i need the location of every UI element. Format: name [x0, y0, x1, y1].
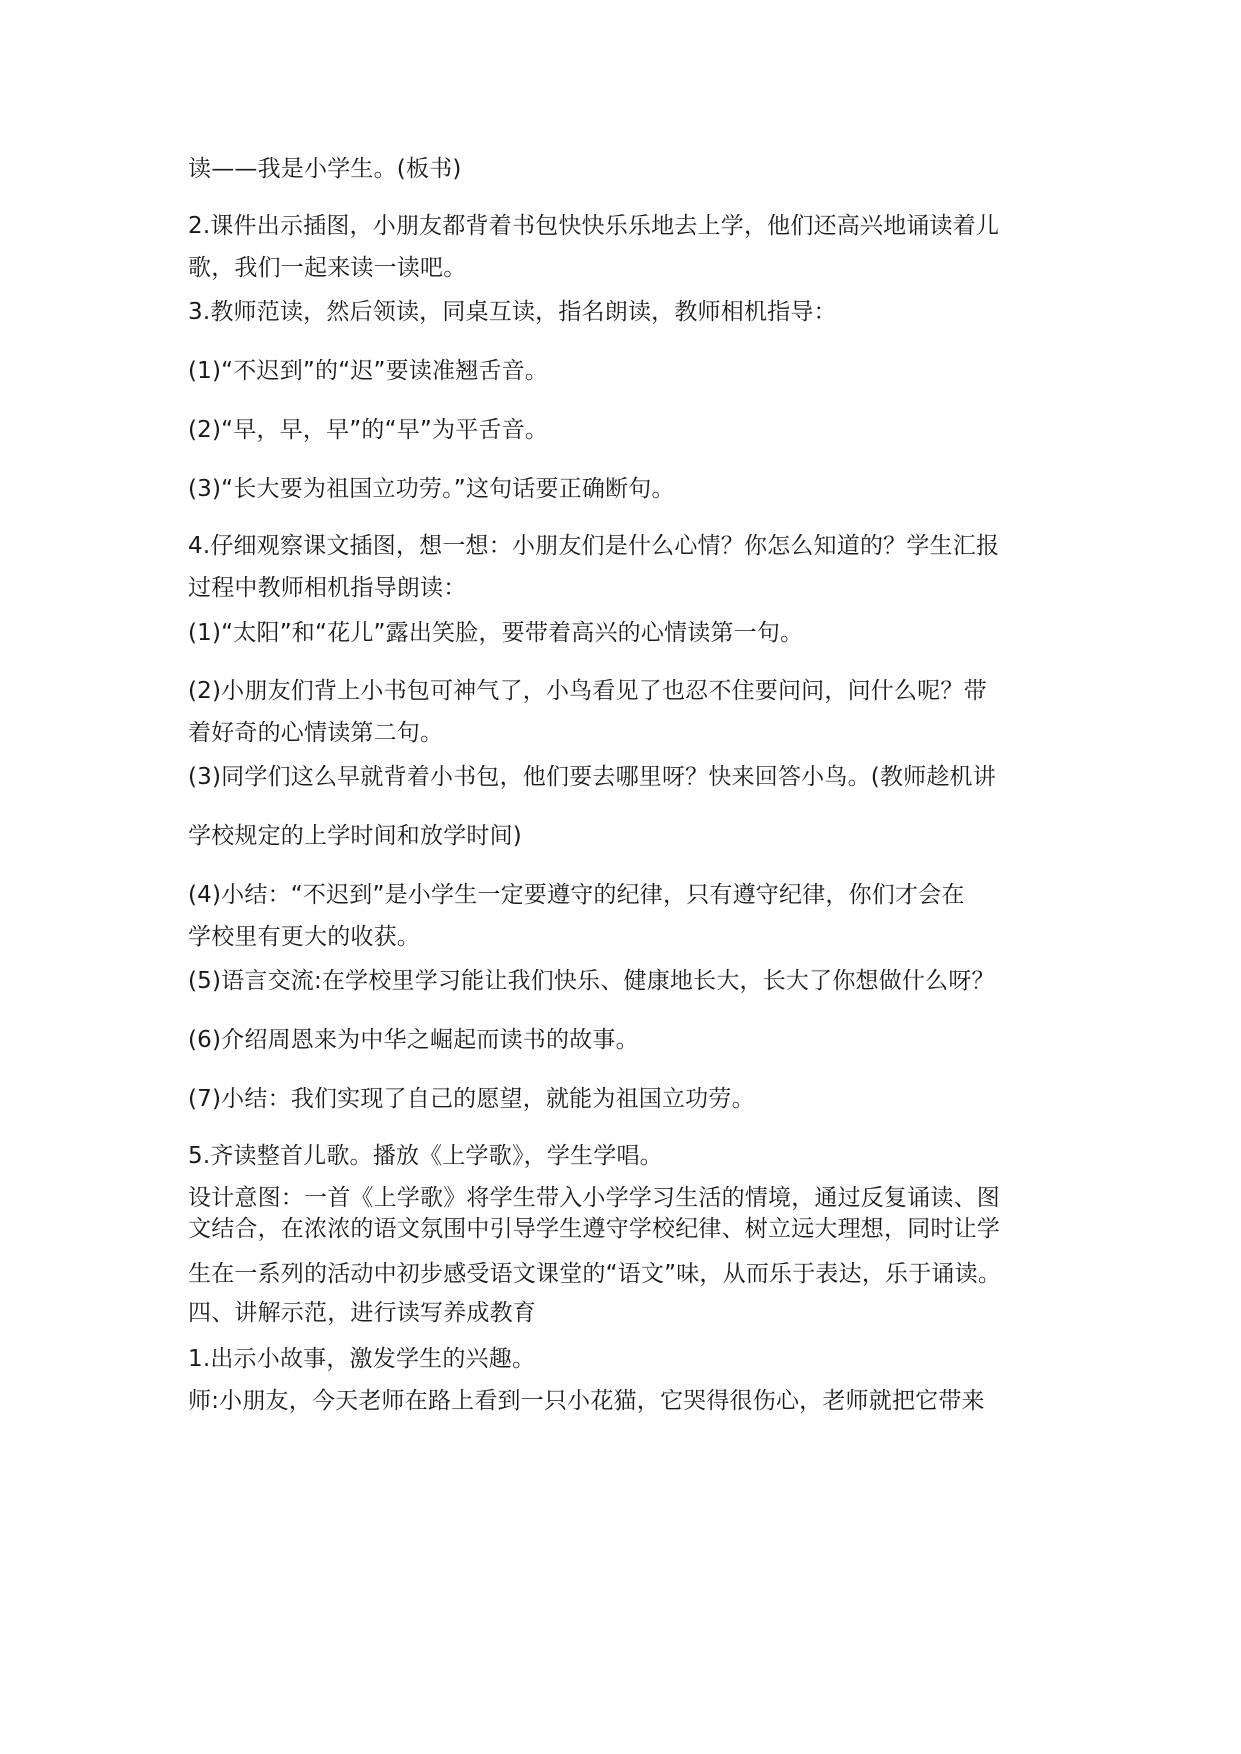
text-line: (2)小朋友们背上小书包可神气了，小鸟看见了也忍不住要问问，问什么呢？带: [188, 678, 987, 704]
text-line: 生在一系列的活动中初步感受语文课堂的“语文”味，从而乐于表达，乐于诵读。: [188, 1261, 1002, 1287]
text-line: 文结合，在浓浓的语文氛围中引导学生遵守学校纪律、树立远大理想，同时让学: [188, 1216, 1000, 1242]
text-line: (1)“太阳”和“花儿”露出笑脸，要带着高兴的心情读第一句。: [188, 620, 804, 646]
text-line: 读——我是小学生。(板书): [188, 156, 462, 182]
text-line: 过程中教师相机指导朗读：: [188, 575, 467, 601]
text-line: 4.仔细观察课文插图，想一想：小朋友们是什么心情？你怎么知道的？学生汇报: [188, 533, 1000, 559]
text-line: (3)“长大要为祖国立功劳。”这句话要正确断句。: [188, 476, 675, 502]
text-line: 着好奇的心情读第二句。: [188, 720, 444, 746]
text-line: 学校里有更大的收获。: [188, 924, 420, 950]
text-line: 设计意图：一首《上学歌》将学生带入小学学习生活的情境，通过反复诵读、图: [188, 1185, 1000, 1211]
text-line: (6)介绍周恩来为中华之崛起而读书的故事。: [188, 1027, 639, 1053]
text-line: (7)小结：我们实现了自己的愿望，就能为祖国立功劳。: [188, 1086, 755, 1112]
text-line: (5)语言交流:在学校里学习能让我们快乐、健康地长大，长大了你想做什么呀？: [188, 968, 995, 994]
text-line: (3)同学们这么早就背着小书包，他们要去哪里呀？快来回答小鸟。(教师趁机讲: [188, 764, 996, 790]
text-line: 四、讲解示范，进行读写养成教育: [188, 1300, 536, 1326]
text-line: 1.出示小故事，激发学生的兴趣。: [188, 1346, 536, 1372]
text-line: (2)“早，早，早”的“早”为平舌音。: [188, 417, 549, 443]
text-line: (1)“不迟到”的“迟”要读准翘舌音。: [188, 358, 549, 384]
text-line: 3.教师范读，然后领读，同桌互读，指名朗读，教师相机指导：: [188, 299, 837, 325]
text-line: 师:小朋友，今天老师在路上看到一只小花猫，它哭得很伤心，老师就把它带来: [188, 1388, 985, 1414]
text-line: 学校规定的上学时间和放学时间): [188, 823, 522, 849]
text-line: 5.齐读整首儿歌。播放《上学歌》，学生学唱。: [188, 1143, 663, 1169]
text-line: 2.课件出示插图，小朋友都背着书包快快乐乐地去上学，他们还高兴地诵读着儿: [188, 213, 1000, 239]
text-line: 歌，我们一起来读一读吧。: [188, 255, 467, 281]
text-line: (4)小结：“不迟到”是小学生一定要遵守的纪律，只有遵守纪律，你们才会在: [188, 882, 965, 908]
